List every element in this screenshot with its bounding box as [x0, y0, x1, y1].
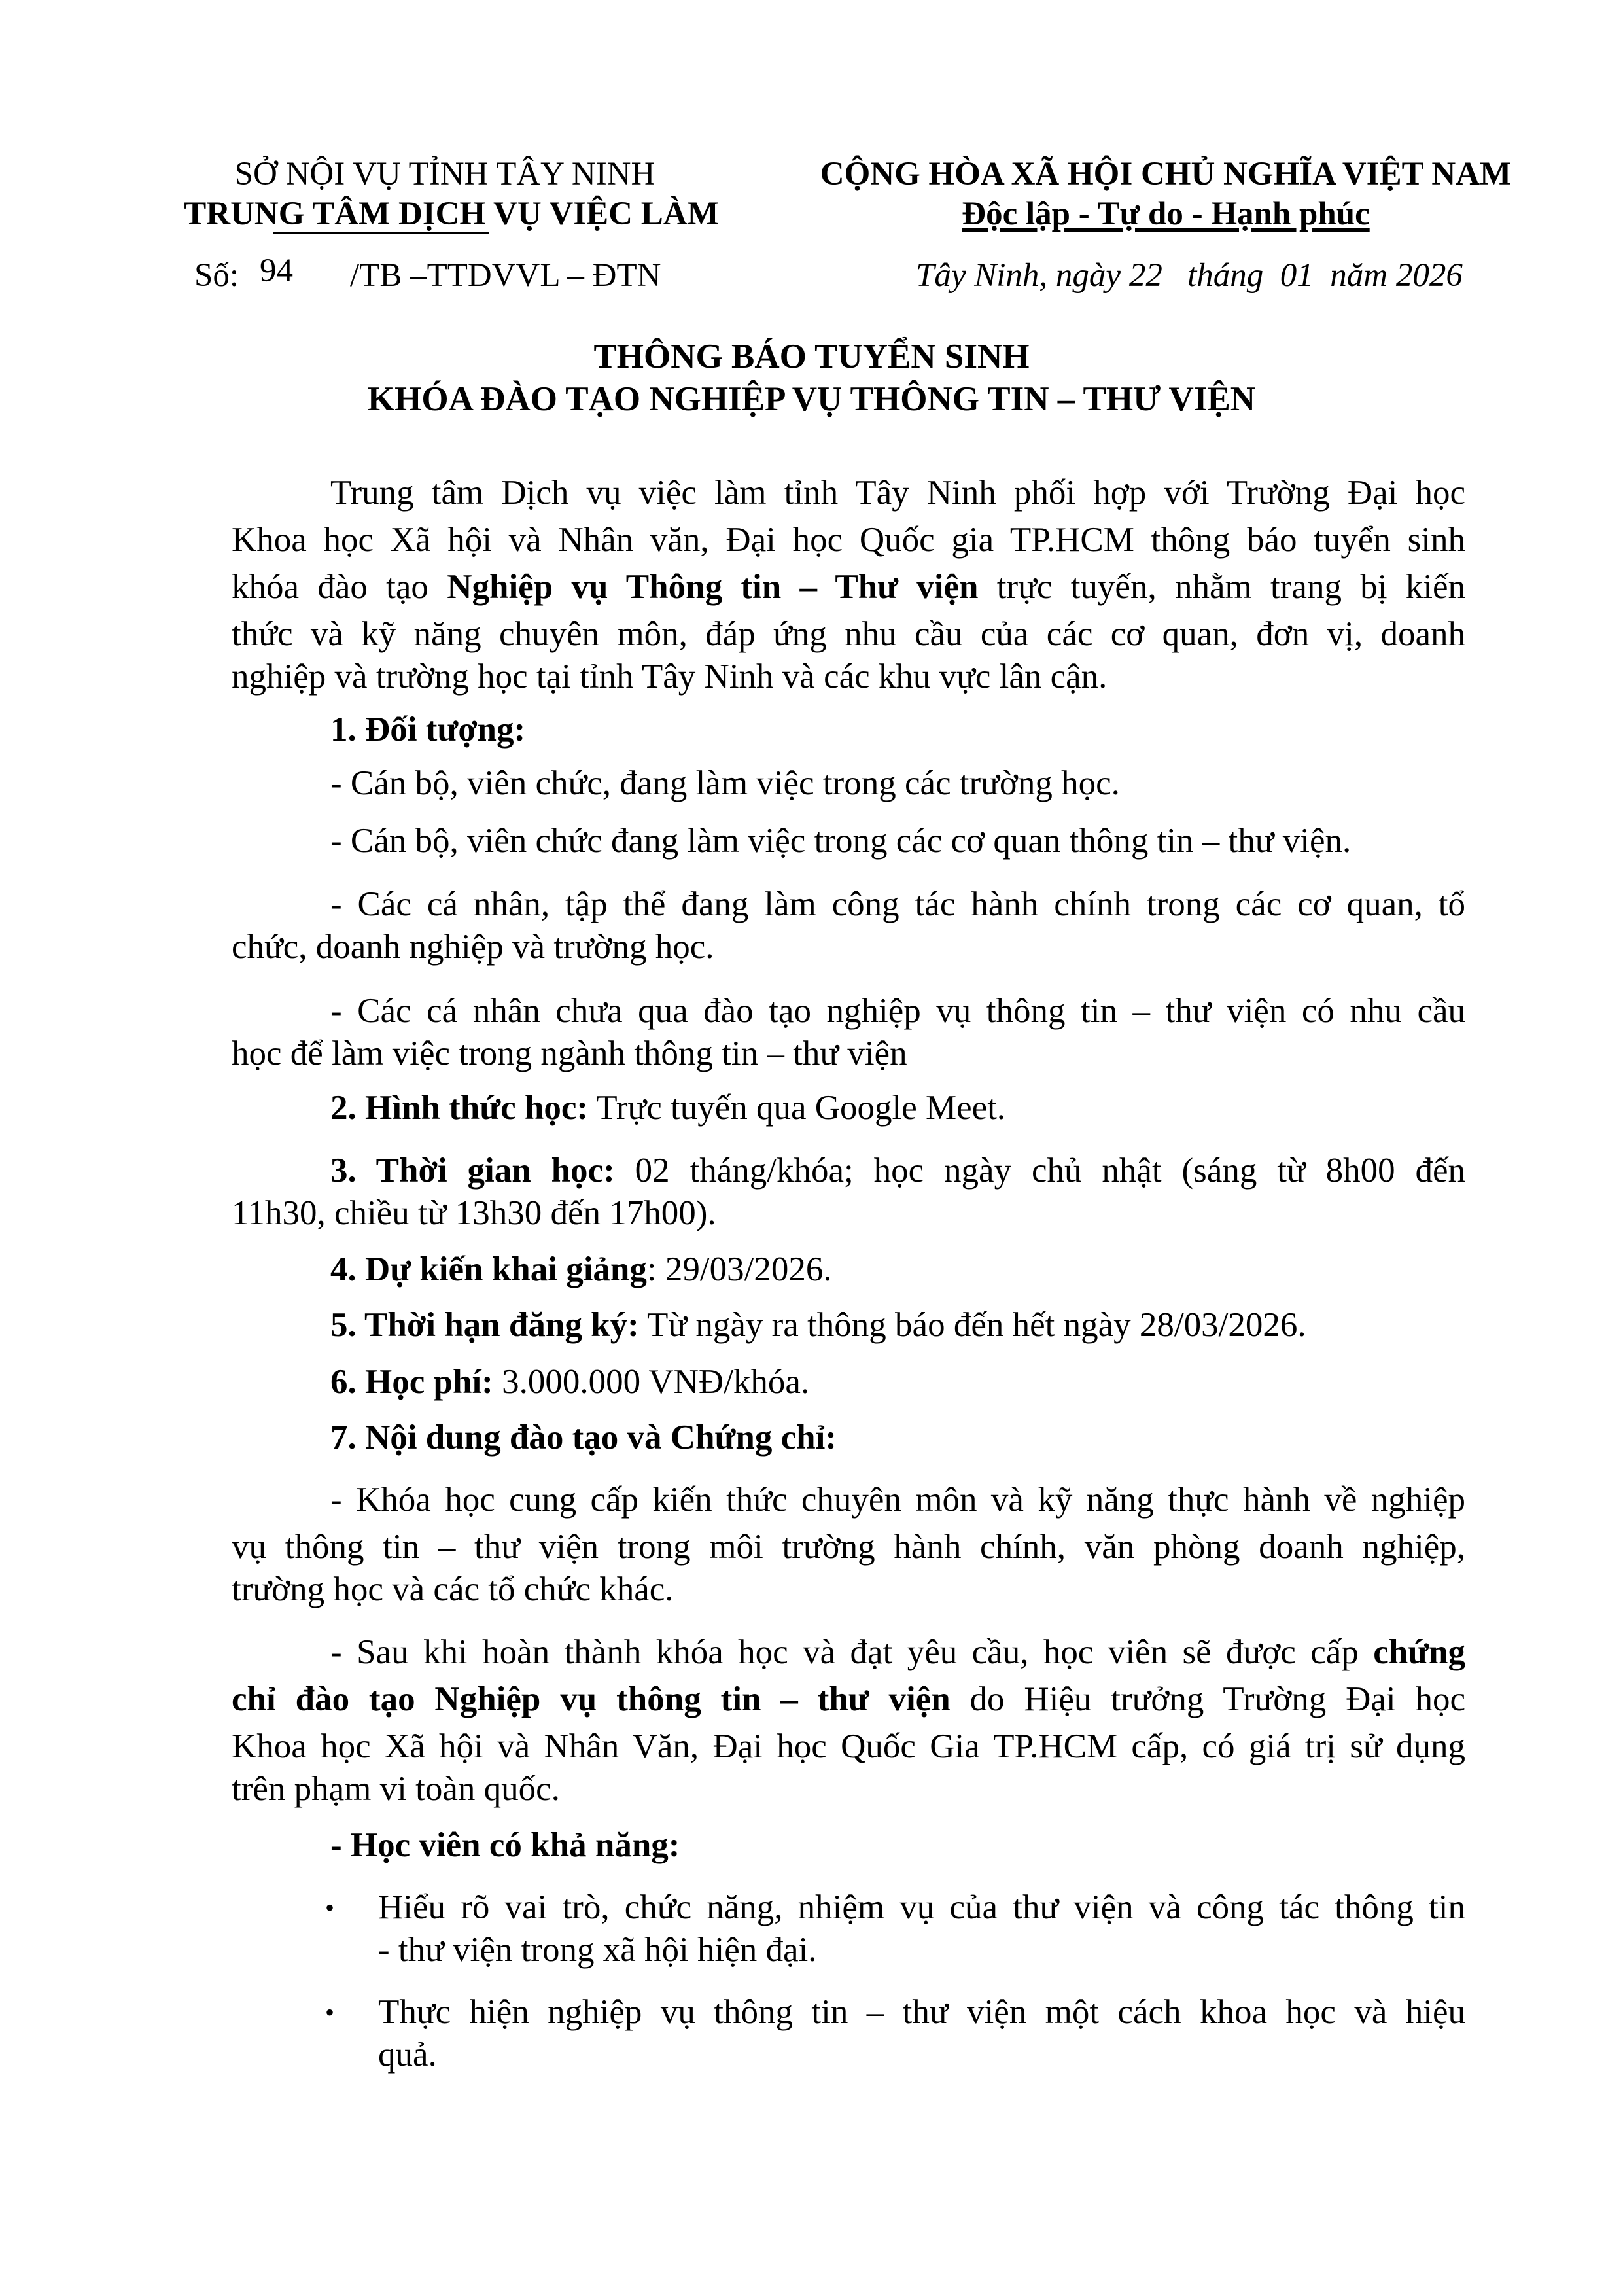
certificate-bold: chứng: [1373, 1633, 1465, 1671]
ability-item-cont: - thư viện trong xã hội hiện đại.: [378, 1931, 817, 1969]
ability-item-cont: quả.: [378, 2036, 437, 2074]
doc-code: /TB –TTDVVL – ĐTN: [350, 257, 661, 294]
content-line: - Khóa học cung cấp kiến thức chuyên môn và kỹ năng thực hành về nghiệp: [330, 1481, 1465, 1519]
date-line: Tây Ninh, ngày 22 tháng 01 năm 2026: [916, 257, 1463, 294]
section-fee: [330, 1362, 809, 1402]
agency-name-line1: SỞ NỘI VỤ TỈNH TÂY NINH: [234, 156, 655, 192]
section-study-mode: [330, 1088, 1005, 1127]
certificate-text: - Sau khi hoàn thành khóa học và đạt yêu cầu, học viên sẽ được cấp: [330, 1633, 1374, 1671]
intro-line: nghiệp và trường học tại tỉnh Tây Ninh và các khu vực lân cận.: [232, 658, 1108, 696]
section-value: 02 tháng/khóa; học ngày chủ nhật (sáng từ 8h00 đến: [614, 1152, 1465, 1190]
bullet-icon: •: [325, 1998, 335, 2027]
section-value: : 29/03/2026.: [646, 1250, 832, 1288]
section-deadline: [330, 1305, 1306, 1345]
intro-text: trực tuyến, nhằm trang bị kiến: [978, 568, 1466, 606]
target-item: - Cán bộ, viên chức đang làm việc trong các cơ quan thông tin – thư viện.: [330, 822, 1352, 860]
section-heading: 7. Nội dung đào tạo và Chứng chỉ:: [330, 1419, 837, 1457]
target-item: - Cán bộ, viên chức, đang làm việc trong các trường học.: [330, 764, 1120, 802]
bullet-icon: •: [325, 1893, 335, 1922]
doc-number-label: Số:: [194, 257, 239, 294]
intro-line: [232, 563, 1465, 611]
ability-item: Thực hiện nghiệp vụ thông tin – thư viện một cách khoa học và hiệu: [378, 1993, 1465, 2031]
certificate-line: Khoa học Xã hội và Nhân Văn, Đại học Quốc Gia TP.HCM cấp, có giá trị sử dụng: [232, 1727, 1465, 1765]
intro-line: thức và kỹ năng chuyên môn, đáp ứng nhu cầu của các cơ quan, đơn vị, doanh: [232, 615, 1465, 653]
section-label: 4. Dự kiến khai giảng: [330, 1250, 647, 1288]
notice-title: THÔNG BÁO TUYỂN SINH: [593, 338, 1030, 376]
section-value: Trực tuyến qua Google Meet.: [588, 1089, 1006, 1127]
content-line: trường học và các tổ chức khác.: [232, 1570, 674, 1608]
certificate-line: trên phạm vi toàn quốc.: [232, 1770, 560, 1808]
section-heading: 1. Đối tượng:: [330, 711, 526, 749]
section-schedule-cont: 11h30, chiều từ 13h30 đến 17h00).: [232, 1194, 716, 1232]
certificate-text: do Hiệu trưởng Trường Đại học: [950, 1680, 1465, 1718]
section-label: 5. Thời hạn đăng ký:: [330, 1306, 639, 1344]
intro-line: Trung tâm Dịch vụ việc làm tỉnh Tây Ninh phối hợp với Trường Đại học: [330, 474, 1465, 512]
certificate-bold: chỉ đào tạo Nghiệp vụ thông tin – thư viện: [232, 1680, 951, 1718]
target-item: - Các cá nhân, tập thể đang làm công tác hành chính trong các cơ quan, tổ: [330, 885, 1465, 923]
intro-line: Khoa học Xã hội và Nhân văn, Đại học Quốc gia TP.HCM thông báo tuyển sinh: [232, 521, 1465, 559]
section-value: Từ ngày ra thông báo đến hết ngày 28/03/2026.: [638, 1306, 1306, 1344]
intro-text: khóa đào tạo: [232, 568, 447, 606]
agency-name-line2: TRUNG TÂM DỊCH VỤ VIỆC LÀM: [184, 196, 719, 232]
target-item-cont: chức, doanh nghiệp và trường học.: [232, 928, 714, 966]
content-line: vụ thông tin – thư viện trong môi trường hành chính, văn phòng doanh nghiệp,: [232, 1528, 1465, 1566]
republic-motto: Độc lập - Tự do - Hạnh phúc: [962, 196, 1370, 232]
section-label: 3. Thời gian học:: [330, 1152, 615, 1190]
agency-underline: [273, 232, 489, 234]
doc-number: 94: [260, 253, 293, 289]
target-item: - Các cá nhân chưa qua đào tạo nghiệp vụ thông tin – thư viện có nhu cầu: [330, 992, 1465, 1030]
notice-subtitle: KHÓA ĐÀO TẠO NGHIỆP VỤ THÔNG TIN – THƯ VIỆN: [367, 380, 1256, 418]
section-label: 2. Hình thức học:: [330, 1089, 589, 1127]
section-label: 6. Học phí:: [330, 1363, 493, 1401]
section-schedule: [330, 1146, 1465, 1195]
certificate-line: [330, 1628, 1465, 1676]
abilities-heading: - Học viên có khả năng:: [330, 1826, 680, 1864]
section-start-date: [330, 1250, 832, 1289]
section-value: 3.000.000 VNĐ/khóa.: [493, 1363, 810, 1401]
course-name: Nghiệp vụ Thông tin – Thư viện: [447, 568, 979, 606]
certificate-line: [232, 1675, 1465, 1723]
target-item-cont: học để làm việc trong ngành thông tin – thư viện: [232, 1034, 907, 1072]
republic-title: CỘNG HÒA XÃ HỘI CHỦ NGHĨA VIỆT NAM: [820, 156, 1512, 192]
ability-item: Hiểu rõ vai trò, chức năng, nhiệm vụ của thư viện và công tác thông tin: [378, 1888, 1465, 1926]
